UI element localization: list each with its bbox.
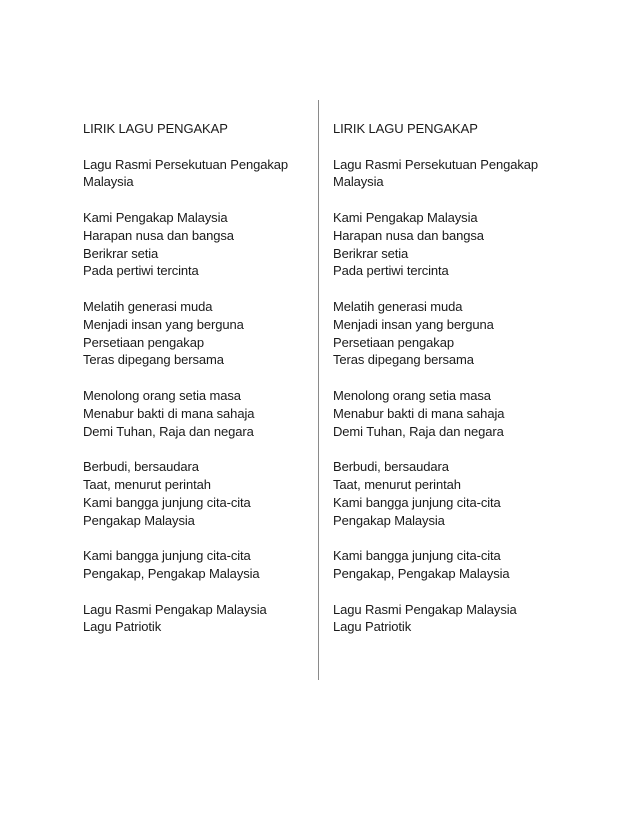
spacer bbox=[333, 529, 563, 547]
lyric-line: Melatih generasi muda bbox=[333, 298, 463, 314]
lyric-line: Demi Tuhan, Raja dan negara bbox=[333, 423, 504, 439]
lyrics-column-right bbox=[333, 120, 563, 636]
spacer bbox=[333, 440, 563, 458]
lyric-line: Menabur bakti di mana sahaja bbox=[83, 405, 255, 421]
lyric-line: Lagu Patriotik bbox=[333, 619, 412, 635]
lyric-line: Pada pertiwi tercinta bbox=[333, 263, 449, 279]
lyric-line: Teras dipegang bersama bbox=[83, 352, 224, 368]
lyrics-subtitle-line: Lagu Rasmi Persekutuan Pengakap bbox=[333, 156, 539, 172]
lyric-line: Pengakap, Pengakap Malaysia bbox=[333, 565, 510, 581]
spacer bbox=[333, 583, 563, 601]
lyric-line: Menjadi insan yang berguna bbox=[83, 316, 244, 332]
lyric-line: Persetiaan pengakap bbox=[333, 334, 454, 350]
lyrics-title: LIRIK LAGU PENGAKAP bbox=[83, 121, 228, 136]
lyric-line: Menolong orang setia masa bbox=[333, 387, 491, 403]
lyric-line: Berikrar setia bbox=[83, 245, 159, 261]
lyric-line: Melatih generasi muda bbox=[83, 298, 213, 314]
spacer bbox=[83, 138, 313, 156]
spacer bbox=[83, 440, 313, 458]
spacer bbox=[333, 138, 563, 156]
lyric-line: Menolong orang setia masa bbox=[83, 387, 241, 403]
lyric-line: Lagu Patriotik bbox=[83, 619, 162, 635]
lyric-line: Kami Pengakap Malaysia bbox=[333, 209, 478, 225]
spacer bbox=[333, 369, 563, 387]
lyric-line: Kami bangga junjung cita-cita bbox=[333, 548, 501, 564]
lyric-line: Kami Pengakap Malaysia bbox=[83, 209, 228, 225]
spacer bbox=[83, 280, 313, 298]
spacer bbox=[83, 369, 313, 387]
lyric-line: Harapan nusa dan bangsa bbox=[83, 227, 234, 243]
lyrics-subtitle-line: Lagu Rasmi Persekutuan Pengakap bbox=[83, 156, 289, 172]
lyric-line: Berbudi, bersaudara bbox=[83, 459, 199, 475]
spacer bbox=[333, 280, 563, 298]
lyric-line: Kami bangga junjung cita-cita bbox=[83, 494, 251, 510]
lyric-line: Pengakap Malaysia bbox=[83, 512, 195, 528]
lyric-line: Harapan nusa dan bangsa bbox=[333, 227, 484, 243]
lyric-line: Kami bangga junjung cita-cita bbox=[333, 494, 501, 510]
lyrics-title: LIRIK LAGU PENGAKAP bbox=[333, 121, 478, 136]
lyrics-column-left bbox=[83, 120, 313, 636]
lyric-line: Pengakap Malaysia bbox=[333, 512, 445, 528]
lyric-line: Pengakap, Pengakap Malaysia bbox=[83, 565, 260, 581]
lyric-line: Menabur bakti di mana sahaja bbox=[333, 405, 505, 421]
lyric-line: Taat, menurut perintah bbox=[333, 476, 461, 492]
spacer bbox=[83, 191, 313, 209]
lyric-line: Teras dipegang bersama bbox=[333, 352, 474, 368]
lyric-line: Lagu Rasmi Pengakap Malaysia bbox=[333, 601, 517, 617]
lyric-line: Berbudi, bersaudara bbox=[333, 459, 449, 475]
lyric-line: Berikrar setia bbox=[333, 245, 409, 261]
spacer bbox=[83, 583, 313, 601]
lyric-line: Menjadi insan yang berguna bbox=[333, 316, 494, 332]
lyric-line: Pada pertiwi tercinta bbox=[83, 263, 199, 279]
spacer bbox=[83, 529, 313, 547]
column-divider bbox=[318, 100, 319, 680]
lyric-line: Kami bangga junjung cita-cita bbox=[83, 548, 251, 564]
lyrics-subtitle-line: Malaysia bbox=[83, 174, 134, 190]
lyric-line: Lagu Rasmi Pengakap Malaysia bbox=[83, 601, 267, 617]
lyric-line: Taat, menurut perintah bbox=[83, 476, 211, 492]
lyric-line: Demi Tuhan, Raja dan negara bbox=[83, 423, 254, 439]
lyric-line: Persetiaan pengakap bbox=[83, 334, 204, 350]
lyrics-subtitle-line: Malaysia bbox=[333, 174, 384, 190]
spacer bbox=[333, 191, 563, 209]
